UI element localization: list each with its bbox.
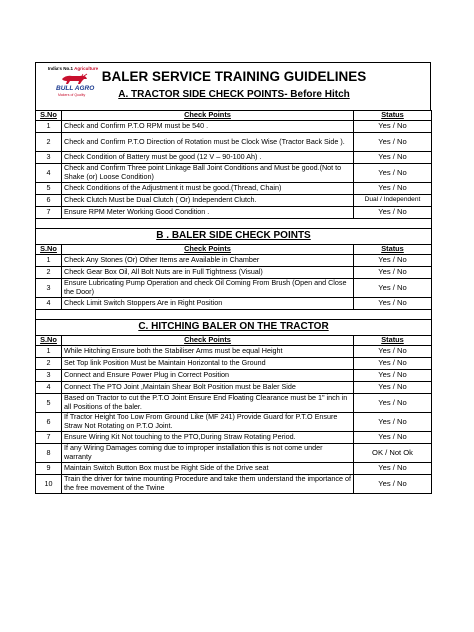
checklist-row <box>36 432 432 444</box>
status-header <box>354 245 432 255</box>
checklist-row <box>36 152 432 164</box>
checklist-row <box>36 255 432 267</box>
status-options: Yes / No <box>354 133 432 152</box>
checklist-row <box>36 298 432 310</box>
section-b-title-text: B . BALER SIDE CHECK POINTS <box>156 230 311 242</box>
logo-brand: BULL AGRO <box>56 85 95 92</box>
row-number: 5 <box>36 394 62 413</box>
section-b-body <box>36 229 432 310</box>
page-title: BALER SERVICE TRAINING GUIDELINES <box>101 69 367 84</box>
row-number: 4 <box>36 164 62 183</box>
status-options: Yes / No <box>354 298 432 310</box>
status-header-text: Status <box>381 244 404 254</box>
section-b-header-row <box>36 245 432 255</box>
spacer-b <box>36 310 432 320</box>
check-point-text: Ensure Wiring Kit Not touching to the PTO,During Straw Rotating Period. <box>62 432 354 444</box>
check-point-text: Connect and Ensure Power Plug in Correct Position <box>62 370 354 382</box>
checklist-row <box>36 413 432 432</box>
blank-row <box>36 219 432 229</box>
status-options: Yes / No <box>354 267 432 279</box>
status-header <box>354 111 432 121</box>
section-b-title <box>36 229 432 245</box>
section-c-title-text: C. HITCHING BALER ON THE TRACTOR <box>138 321 329 333</box>
logo-brand-sub: Makers of Quality <box>58 93 86 97</box>
status-options: Yes / No <box>354 164 432 183</box>
checklist-row <box>36 207 432 219</box>
checklist-row <box>36 164 432 183</box>
check-point-text: Maintain Switch Button Box must be Right Side of the Drive seat <box>62 463 354 475</box>
row-number: 2 <box>36 267 62 279</box>
section-a-header-row <box>36 111 432 121</box>
row-number: 2 <box>36 358 62 370</box>
row-number: 3 <box>36 152 62 164</box>
sno-header-text: S.No <box>40 110 57 120</box>
section-c-header-row <box>36 336 432 346</box>
check-point-text: Check and Confirm Three point Linkage Ball Joint Conditions and Must be good.(Not to Shake (or) Loose Condition) <box>62 164 354 183</box>
row-number: 10 <box>36 475 62 494</box>
checklist-row <box>36 346 432 358</box>
row-number: 4 <box>36 382 62 394</box>
check-point-text: Check Condition of Battery must be good (12 V – 90-100 Ah) . <box>62 152 354 164</box>
checklist-row <box>36 444 432 463</box>
row-number: 3 <box>36 279 62 298</box>
check-points-header-text: Check Points <box>184 244 231 254</box>
checklist-table <box>35 110 432 494</box>
check-points-header-text: Check Points <box>184 335 231 345</box>
check-points-header-text: Check Points <box>184 110 231 120</box>
status-options: Yes / No <box>354 152 432 164</box>
status-options: Yes / No <box>354 279 432 298</box>
checklist-row <box>36 475 432 494</box>
check-point-text: Check Gear Box Oil, All Bolt Nuts are in Full Tightness (Visual) <box>62 267 354 279</box>
checklist-row <box>36 463 432 475</box>
check-point-text: Train the driver for twine mounting Procedure and take them understand the importance of the free movement of the Twine <box>62 475 354 494</box>
check-point-text: If any Wiring Damages coming due to improper installation this is not come under warranty <box>62 444 354 463</box>
row-number: 3 <box>36 370 62 382</box>
section-a-title <box>36 89 432 100</box>
section-b-title-row <box>36 229 432 245</box>
checklist-row <box>36 370 432 382</box>
row-number: 7 <box>36 432 62 444</box>
row-number: 7 <box>36 207 62 219</box>
checklist-row <box>36 267 432 279</box>
row-number: 8 <box>36 444 62 463</box>
check-point-text: Check and Confirm P.T.O RPM must be 540 . <box>62 121 354 133</box>
status-header-text: Status <box>381 110 404 120</box>
check-point-text: Check Clutch Must be Dual Clutch ( Or) Independent Clutch. <box>62 195 354 207</box>
section-c-title <box>36 320 432 336</box>
check-point-text: Connect The PTO Joint ,Maintain Shear Bolt Position must be Baler Side <box>62 382 354 394</box>
status-options: Yes / No <box>354 432 432 444</box>
status-options: Yes / No <box>354 358 432 370</box>
spacer-a <box>36 219 432 229</box>
check-point-text: If Tractor Height Too Low From Ground Like (MF 241) Provide Guard for P.T.O Ensure Straw Not Rotating on P.T.O Joint. <box>62 413 354 432</box>
check-points-header <box>62 336 354 346</box>
check-points-header <box>62 111 354 121</box>
check-point-text: Ensure Lubricating Pump Operation and check Oil Coming From Brush (Open and Close the Door) <box>62 279 354 298</box>
title-box <box>35 62 431 110</box>
check-point-text: Check and Confirm P.T.O Direction of Rotation must be Clock Wise (Tractor Back Side ). <box>62 133 354 152</box>
blank-row <box>36 310 432 320</box>
checklist-row <box>36 358 432 370</box>
status-header <box>354 336 432 346</box>
check-point-text: Check Any Stones (Or) Other Items are Available in Chamber <box>62 255 354 267</box>
row-number: 6 <box>36 195 62 207</box>
check-point-text: Based on Tractor to cut the P.T.O Joint Ensure End Floating Clearance must be 1" inch in all Positions of the baler. <box>62 394 354 413</box>
check-point-text: While Hitching Ensure both the Stabiliser Arms must be equal Height <box>62 346 354 358</box>
logo-tagline-prefix: India's No.1 <box>47 66 73 71</box>
check-point-text: Ensure RPM Meter Working Good Condition . <box>62 207 354 219</box>
section-a-title-text: A. TRACTOR SIDE CHECK POINTS- Before Hitch <box>118 89 350 100</box>
checklist-row <box>36 183 432 195</box>
row-number: 1 <box>36 346 62 358</box>
section-c-body <box>36 320 432 494</box>
status-options: Dual / Independent <box>354 195 432 207</box>
row-number: 4 <box>36 298 62 310</box>
section-c-title-row <box>36 320 432 336</box>
checklist-row <box>36 394 432 413</box>
status-options: OK / Not Ok <box>354 444 432 463</box>
row-number: 2 <box>36 133 62 152</box>
row-number: 9 <box>36 463 62 475</box>
status-options: Yes / No <box>354 370 432 382</box>
status-options: Yes / No <box>354 207 432 219</box>
status-options: Yes / No <box>354 255 432 267</box>
section-a-body <box>36 111 432 219</box>
checklist-row <box>36 121 432 133</box>
checklist-row <box>36 195 432 207</box>
check-point-text: Set Top link Position Must be Maintain Horizontal to the Ground <box>62 358 354 370</box>
status-options: Yes / No <box>354 346 432 358</box>
status-options: Yes / No <box>354 121 432 133</box>
status-options: Yes / No <box>354 394 432 413</box>
status-options: Yes / No <box>354 382 432 394</box>
row-number: 1 <box>36 121 62 133</box>
status-options: Yes / No <box>354 183 432 195</box>
checklist-row <box>36 279 432 298</box>
check-point-text: Check Limit Switch Stoppers Are in Right Position <box>62 298 354 310</box>
logo-tagline-suffix: Agriculture <box>74 66 99 71</box>
row-number: 6 <box>36 413 62 432</box>
status-header-text: Status <box>381 335 404 345</box>
status-options: Yes / No <box>354 413 432 432</box>
check-point-text: Check Conditions of the Adjustment it must be good.(Thread, Chain) <box>62 183 354 195</box>
checklist-row <box>36 133 432 152</box>
sno-header <box>36 245 62 255</box>
checklist-row <box>36 382 432 394</box>
check-points-header <box>62 245 354 255</box>
guidelines-sheet <box>35 62 431 494</box>
sno-header <box>36 336 62 346</box>
sno-header-text: S.No <box>40 244 57 254</box>
row-number: 5 <box>36 183 62 195</box>
status-options: Yes / No <box>354 475 432 494</box>
row-number: 1 <box>36 255 62 267</box>
status-options: Yes / No <box>354 463 432 475</box>
sno-header <box>36 111 62 121</box>
sno-header-text: S.No <box>40 335 57 345</box>
